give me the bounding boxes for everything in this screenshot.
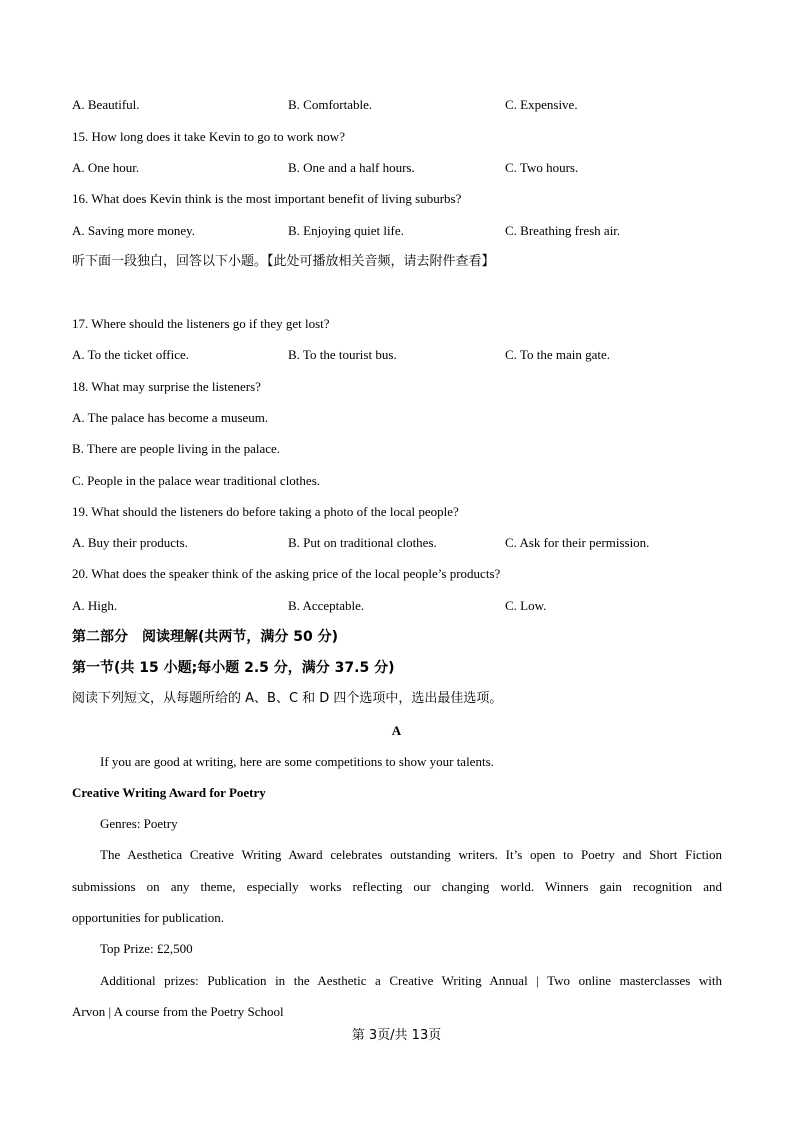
q18-option-a: A. The palace has become a museum. <box>72 410 269 425</box>
q17-option-b: B. To the tourist bus. <box>288 347 397 362</box>
section-subheading: 第一节(共 15 小题;每小题 2.5 分，满分 37.5 分) <box>72 660 395 676</box>
q17-question: 17. Where should the listeners go if they get lost? <box>72 316 330 331</box>
q14-option-c: C. Expensive. <box>505 97 578 112</box>
q15-option-a: A. One hour. <box>72 160 140 175</box>
passage-letter: A <box>391 723 402 738</box>
award-additional-prizes-line-1: Additional prizes: Publication in the Aesthetic a Creative Writing Annual | Two online masterclasses with <box>100 973 722 988</box>
q14-option-a: A. Beautiful. <box>72 97 140 112</box>
award-top-prize: Top Prize: £2,500 <box>100 941 193 956</box>
q20-question: 20. What does the speaker think of the asking price of the local people’s products? <box>72 566 501 581</box>
award-description-line-1: The Aesthetica Creative Writing Award celebrates outstanding writers. It’s open to Poetry and Short Fiction <box>100 847 722 862</box>
q14-option-b: B. Comfortable. <box>288 97 373 112</box>
q16-option-b: B. Enjoying quiet life. <box>288 223 404 238</box>
award-title: Creative Writing Award for Poetry <box>72 785 266 800</box>
award-genres: Genres: Poetry <box>100 816 178 831</box>
q18-question: 18. What may surprise the listeners? <box>72 379 261 394</box>
q20-option-b: B. Acceptable. <box>288 598 365 613</box>
q20-option-a: A. High. <box>72 598 118 613</box>
q17-option-c: C. To the main gate. <box>505 347 610 362</box>
award-description-line-3: opportunities for publication. <box>72 910 225 925</box>
q18-option-c: C. People in the palace wear traditional clothes. <box>72 473 320 488</box>
q18-option-b: B. There are people living in the palace. <box>72 441 281 456</box>
q16-option-a: A. Saving more money. <box>72 223 195 238</box>
passage-intro: If you are good at writing, here are some competitions to show your talents. <box>100 754 494 769</box>
page-number: 第 3页/共 13页 <box>351 1028 442 1043</box>
section-heading: 第二部分 阅读理解(共两节，满分 50 分) <box>72 629 339 645</box>
q17-option-a: A. To the ticket office. <box>72 347 190 362</box>
q15-option-c: C. Two hours. <box>505 160 579 175</box>
q19-option-b: B. Put on traditional clothes. <box>288 535 437 550</box>
q19-option-a: A. Buy their products. <box>72 535 188 550</box>
q16-question: 16. What does Kevin think is the most important benefit of living suburbs? <box>72 191 462 206</box>
award-additional-prizes-line-2: Arvon | A course from the Poetry School <box>72 1004 284 1019</box>
q16-option-c: C. Breathing fresh air. <box>505 223 621 238</box>
monologue-instruction: 听下面一段独白，回答以下小题。【此处可播放相关音频，请去附件查看】 <box>72 254 495 269</box>
q19-question: 19. What should the listeners do before taking a photo of the local people? <box>72 504 459 519</box>
q15-option-b: B. One and a half hours. <box>288 160 415 175</box>
q15-question: 15. How long does it take Kevin to go to work now? <box>72 129 345 144</box>
q19-option-c: C. Ask for their permission. <box>505 535 650 550</box>
section-instruction: 阅读下列短文，从每题所给的 A、B、C 和 D 四个选项中，选出最佳选项。 <box>72 691 503 706</box>
q20-option-c: C. Low. <box>505 598 547 613</box>
award-description-line-2: submissions on any theme, especially works reflecting our changing world. Winners gain recognition and <box>72 879 722 894</box>
